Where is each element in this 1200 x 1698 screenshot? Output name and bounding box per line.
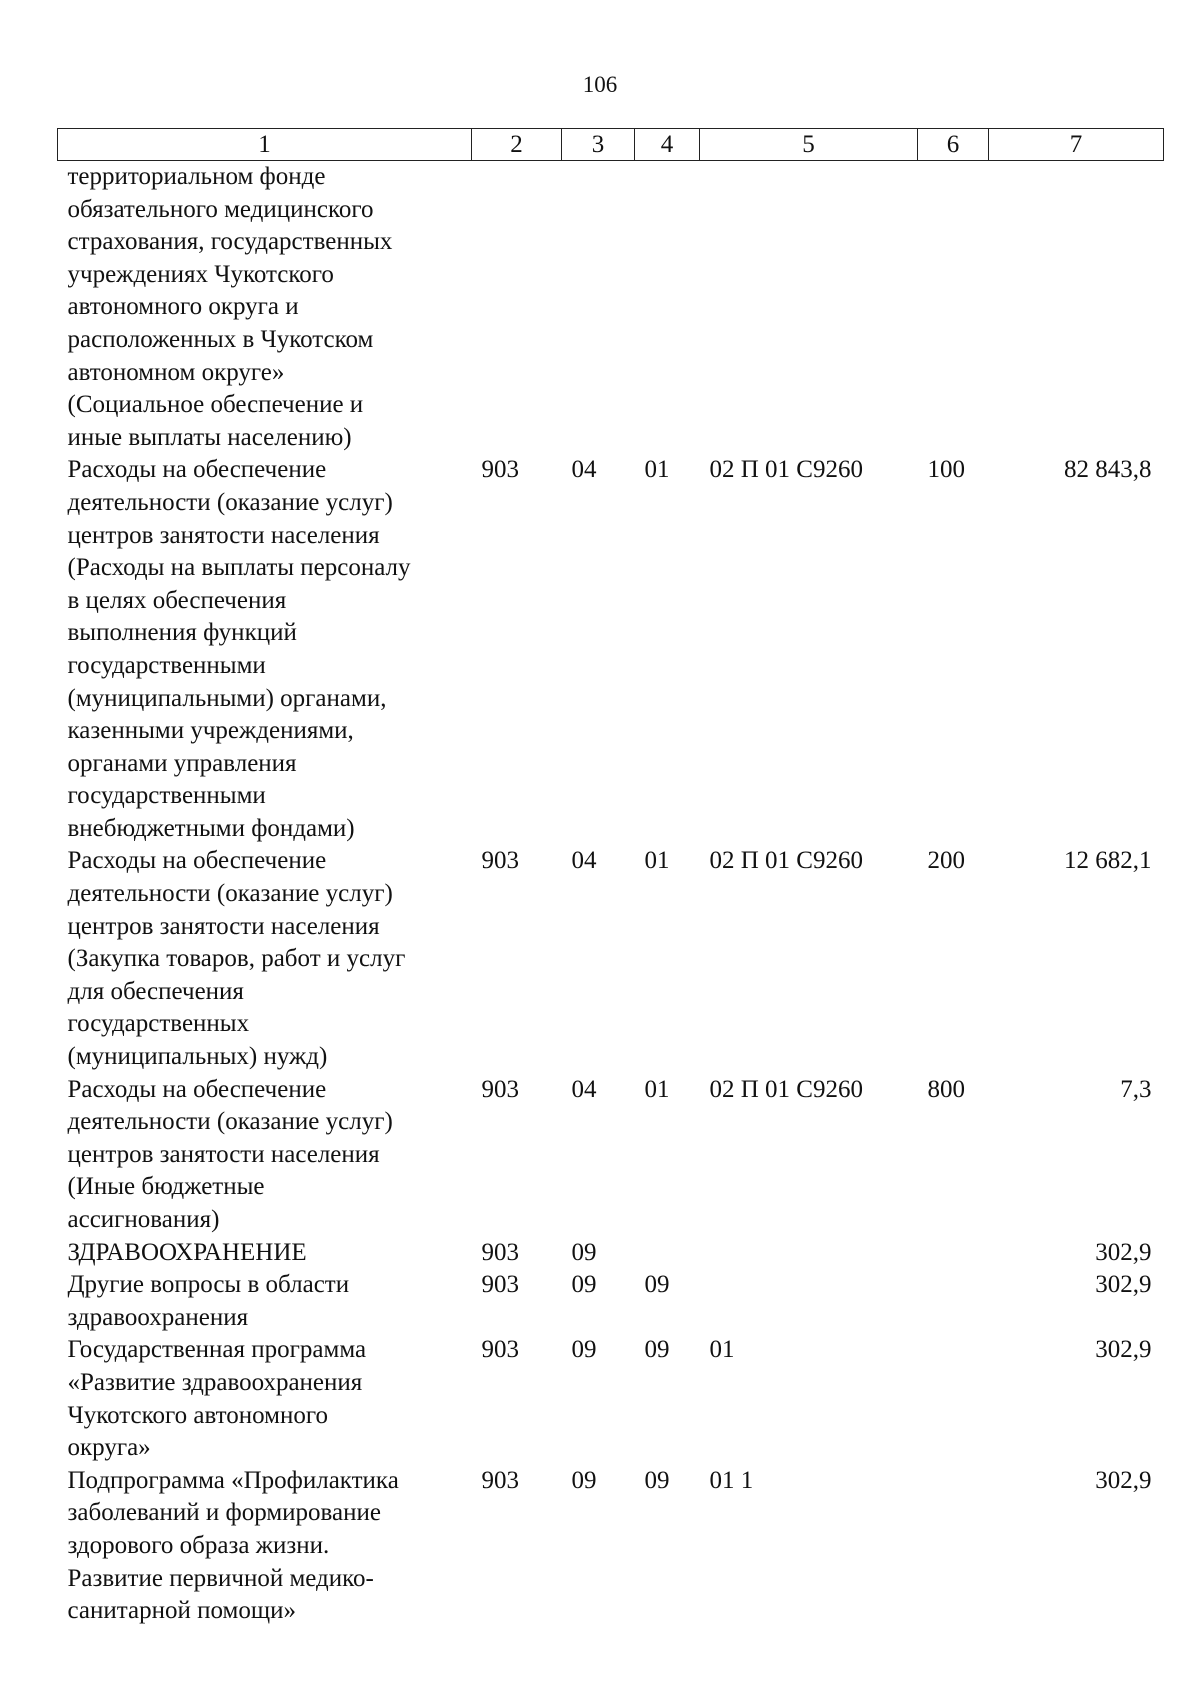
description-line: Подпрограмма «Профилактика xyxy=(67,1466,399,1494)
cell-target-article: 02 П 01 С9260 xyxy=(709,456,863,484)
cell-glavn: 903 xyxy=(481,1075,519,1103)
description-line: центров занятости населения xyxy=(67,912,380,940)
cell-description xyxy=(58,161,472,455)
cell-expense-type: 100 xyxy=(927,456,965,484)
description-line: заболеваний и формирование xyxy=(67,1499,381,1527)
cell-subsection: 09 xyxy=(644,1336,670,1364)
cell-expense-type: 800 xyxy=(927,1075,965,1103)
cell-expense-type xyxy=(918,1269,989,1334)
description-line: выполнения функций xyxy=(67,619,297,647)
cell-target-article: 02 П 01 С9260 xyxy=(709,1075,863,1103)
cell-target-article xyxy=(700,1237,918,1270)
cell-target-article xyxy=(700,1269,918,1334)
cell-description xyxy=(58,1465,472,1628)
description-line: в целях обеспечения xyxy=(67,586,287,614)
description-line: «Развитие здравоохранения xyxy=(67,1368,363,1396)
table-row xyxy=(58,845,1164,1073)
cell-expense-type xyxy=(918,1237,989,1270)
description-line: (Закупка товаров, работ и услуг xyxy=(67,945,406,973)
description-line: (муниципальных) нужд) xyxy=(67,1043,328,1071)
cell-expense-type xyxy=(918,1465,989,1628)
description-line: ассигнования) xyxy=(67,1206,220,1233)
cell-amount: 302,9 xyxy=(1095,1238,1152,1266)
description-line: учреждениях Чукотского xyxy=(67,260,334,288)
cell-glavn: 903 xyxy=(481,1238,519,1266)
budget-table xyxy=(57,128,1164,1628)
cell-amount: 7,3 xyxy=(1120,1075,1152,1103)
header-col-4: 4 xyxy=(635,129,700,161)
header-col-1: 1 xyxy=(58,129,472,161)
description-line: Чукотского автономного xyxy=(67,1401,328,1429)
page-number: 106 xyxy=(582,72,618,97)
cell-subsection: 01 xyxy=(644,847,670,875)
cell-amount: 302,9 xyxy=(1095,1336,1152,1364)
cell-section: 09 xyxy=(571,1466,597,1494)
cell-section: 09 xyxy=(571,1336,597,1364)
cell-section xyxy=(562,161,635,455)
cell-amount xyxy=(989,161,1164,455)
description-line: страхования, государственных xyxy=(67,228,393,256)
description-line: иные выплаты населению) xyxy=(67,423,352,451)
cell-target-article: 01 xyxy=(709,1336,735,1364)
description-line: (Социальное обеспечение и xyxy=(67,391,364,419)
cell-description xyxy=(58,845,472,1073)
description-line: центров занятости населения xyxy=(67,521,380,549)
description-line: автономном округе» xyxy=(67,358,285,386)
description-line: округа» xyxy=(67,1434,151,1462)
cell-glavn xyxy=(472,161,562,455)
description-line: здравоохранения xyxy=(67,1303,249,1331)
description-line: Государственная программа xyxy=(67,1336,367,1364)
header-col-7: 7 xyxy=(989,129,1164,161)
description-line: (муниципальными) органами, xyxy=(67,684,387,712)
header-col-3: 3 xyxy=(562,129,635,161)
cell-expense-type xyxy=(918,161,989,455)
description-line: (Расходы на выплаты персоналу xyxy=(67,554,411,582)
cell-description xyxy=(58,1269,472,1334)
header-row xyxy=(58,129,1164,161)
cell-amount: 302,9 xyxy=(1095,1271,1152,1299)
description-line: расположенных в Чукотском xyxy=(67,325,374,353)
description-line: санитарной помощи» xyxy=(67,1597,296,1625)
description-line: Расходы на обеспечение xyxy=(67,1075,327,1103)
cell-section: 04 xyxy=(571,847,597,875)
description-line: здорового образа жизни. xyxy=(67,1531,330,1559)
cell-glavn: 903 xyxy=(481,1271,519,1299)
description-line: ЗДРАВООХРАНЕНИЕ xyxy=(67,1238,307,1266)
cell-section: 09 xyxy=(571,1238,597,1266)
cell-section: 04 xyxy=(571,1075,597,1103)
description-line: для обеспечения xyxy=(67,977,244,1005)
description-line: центров занятости населения xyxy=(67,1140,380,1168)
cell-subsection xyxy=(635,161,700,455)
cell-section: 04 xyxy=(571,456,597,484)
description-line: деятельности (оказание услуг) xyxy=(67,880,393,908)
description-line: Расходы на обеспечение xyxy=(67,847,327,875)
header-col-6: 6 xyxy=(918,129,989,161)
cell-glavn: 903 xyxy=(481,1466,519,1494)
cell-target-article xyxy=(700,161,918,455)
description-line: (Иные бюджетные xyxy=(67,1173,265,1201)
cell-description xyxy=(58,454,472,845)
description-line: Другие вопросы в области xyxy=(67,1271,350,1299)
description-line: органами управления xyxy=(67,749,297,777)
cell-amount: 12 682,1 xyxy=(1064,847,1152,875)
table-body xyxy=(58,161,1164,1628)
description-line: внебюджетными фондами) xyxy=(67,814,355,842)
header-col-5: 5 xyxy=(700,129,918,161)
cell-target-article: 01 1 xyxy=(709,1466,754,1494)
cell-description xyxy=(58,1334,472,1464)
table-row xyxy=(58,1074,1164,1237)
cell-amount: 82 843,8 xyxy=(1064,456,1152,484)
description-line: Развитие первичной медико- xyxy=(67,1564,374,1592)
cell-subsection xyxy=(635,1237,700,1270)
table-row xyxy=(58,1334,1164,1464)
cell-subsection: 09 xyxy=(644,1466,670,1494)
table-row xyxy=(58,1465,1164,1628)
cell-subsection: 01 xyxy=(644,456,670,484)
table-row xyxy=(58,161,1164,455)
cell-subsection: 09 xyxy=(644,1271,670,1299)
cell-description xyxy=(58,1074,472,1237)
description-line: казенными учреждениями, xyxy=(67,717,354,745)
cell-glavn: 903 xyxy=(481,1336,519,1364)
cell-target-article: 02 П 01 С9260 xyxy=(709,847,863,875)
table-row xyxy=(58,1237,1164,1270)
description-line: автономного округа и xyxy=(67,293,299,321)
cell-subsection: 01 xyxy=(644,1075,670,1103)
description-line: Расходы на обеспечение xyxy=(67,456,327,484)
table-row xyxy=(58,454,1164,845)
cell-section: 09 xyxy=(571,1271,597,1299)
header-col-2: 2 xyxy=(472,129,562,161)
description-line: государственными xyxy=(67,782,266,810)
cell-glavn: 903 xyxy=(481,847,519,875)
cell-expense-type: 200 xyxy=(927,847,965,875)
cell-amount: 302,9 xyxy=(1095,1466,1152,1494)
description-line: деятельности (оказание услуг) xyxy=(67,488,393,516)
cell-description xyxy=(58,1237,472,1270)
description-line: деятельности (оказание услуг) xyxy=(67,1108,393,1136)
table-header xyxy=(58,129,1164,161)
description-line: государственными xyxy=(67,651,266,679)
description-line: территориальном фонде xyxy=(67,163,326,190)
table-row xyxy=(58,1269,1164,1334)
cell-glavn: 903 xyxy=(481,456,519,484)
cell-expense-type xyxy=(918,1334,989,1464)
description-line: обязательного медицинского xyxy=(67,195,374,223)
description-line: государственных xyxy=(67,1010,250,1038)
